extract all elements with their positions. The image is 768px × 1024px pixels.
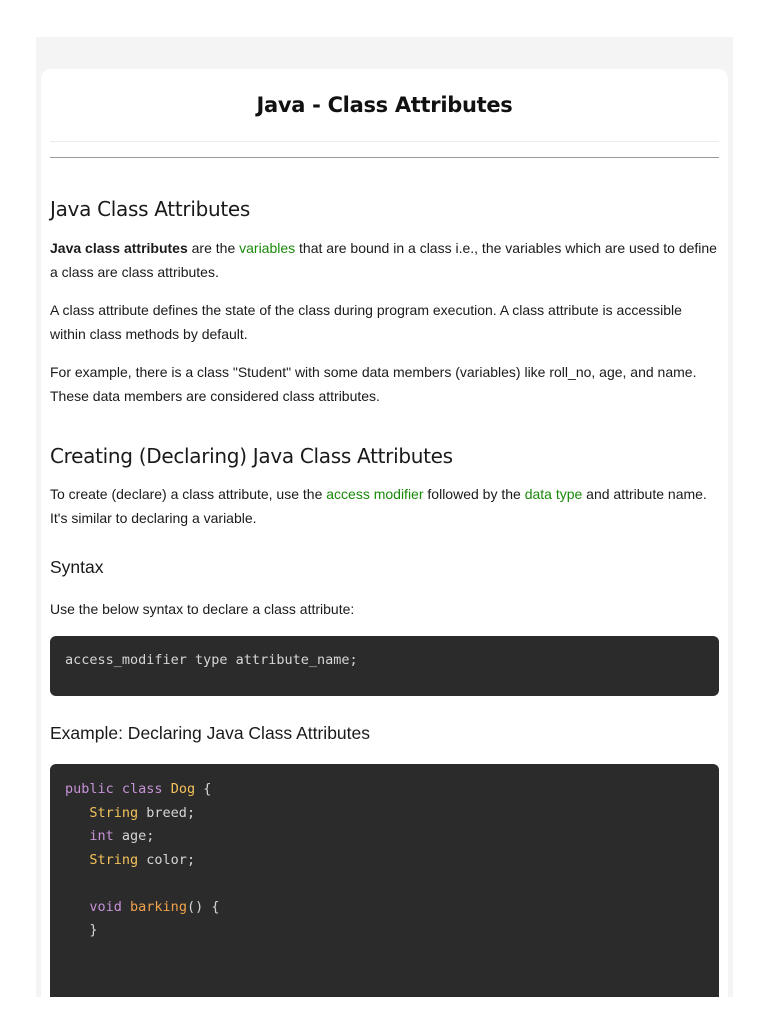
section-heading-creating-attributes: Creating (Declaring) Java Class Attributes bbox=[50, 444, 453, 468]
code-text: { bbox=[195, 781, 212, 797]
link-access-modifier[interactable]: access modifier bbox=[326, 486, 424, 502]
code-line bbox=[65, 896, 719, 920]
code-keyword: class bbox=[121, 781, 163, 797]
paragraph-how-to-declare bbox=[50, 482, 719, 530]
link-data-type[interactable]: data type bbox=[524, 486, 583, 502]
paragraph-definition bbox=[50, 236, 719, 284]
title-divider bbox=[50, 157, 719, 158]
code-text: breed; bbox=[138, 804, 196, 821]
article-card bbox=[41, 69, 728, 997]
paragraph-state: A class attribute defines the state of the class during program execution. A class attribute is accessible within class methods by default. bbox=[50, 302, 682, 342]
text: followed by the bbox=[423, 486, 525, 502]
code-line bbox=[65, 802, 719, 826]
code-function: barking bbox=[130, 898, 187, 915]
code-text: } bbox=[89, 922, 98, 938]
example-code-block[interactable] bbox=[50, 764, 719, 997]
page-background bbox=[36, 37, 733, 997]
code-text: () { bbox=[186, 898, 220, 915]
code-line bbox=[65, 849, 719, 873]
text: are the bbox=[187, 240, 240, 256]
code-keyword: public bbox=[65, 781, 114, 797]
code-type: String bbox=[89, 804, 139, 821]
paragraph-example-student: For example, there is a class "Student" with some data members (variables) like roll_no, age, and name. These data members are considered class attributes. bbox=[50, 364, 697, 404]
code-line bbox=[65, 778, 719, 802]
code-class-name: Dog bbox=[170, 781, 196, 797]
code-type: String bbox=[89, 851, 139, 868]
example-heading: Example: Declaring Java Class Attributes bbox=[50, 723, 370, 743]
code-keyword: void bbox=[89, 898, 122, 915]
syntax-intro: Use the below syntax to declare a class attribute: bbox=[50, 601, 355, 617]
syntax-heading: Syntax bbox=[50, 557, 104, 577]
section-heading-class-attributes: Java Class Attributes bbox=[50, 197, 251, 221]
page-title: Java - Class Attributes bbox=[256, 93, 513, 117]
code-line bbox=[65, 919, 719, 943]
title-bar bbox=[50, 69, 719, 142]
syntax-code-block[interactable] bbox=[50, 636, 719, 696]
text: that are bound in a class i.e., the variables which are used to define a class are class attributes. bbox=[50, 240, 717, 280]
code-type: int bbox=[89, 828, 114, 844]
code-text: age; bbox=[113, 828, 155, 844]
code-line-blank bbox=[65, 872, 719, 896]
text: To create (declare) a class attribute, use the bbox=[50, 486, 327, 502]
link-variables[interactable]: variables bbox=[239, 240, 296, 256]
code-line bbox=[65, 825, 719, 849]
code-text: color; bbox=[138, 851, 196, 868]
code-line: access_modifier type attribute_name; bbox=[65, 652, 358, 668]
text: and attribute name. It's similar to declaring a variable. bbox=[50, 486, 707, 526]
bold-term: Java class attributes bbox=[50, 240, 188, 256]
